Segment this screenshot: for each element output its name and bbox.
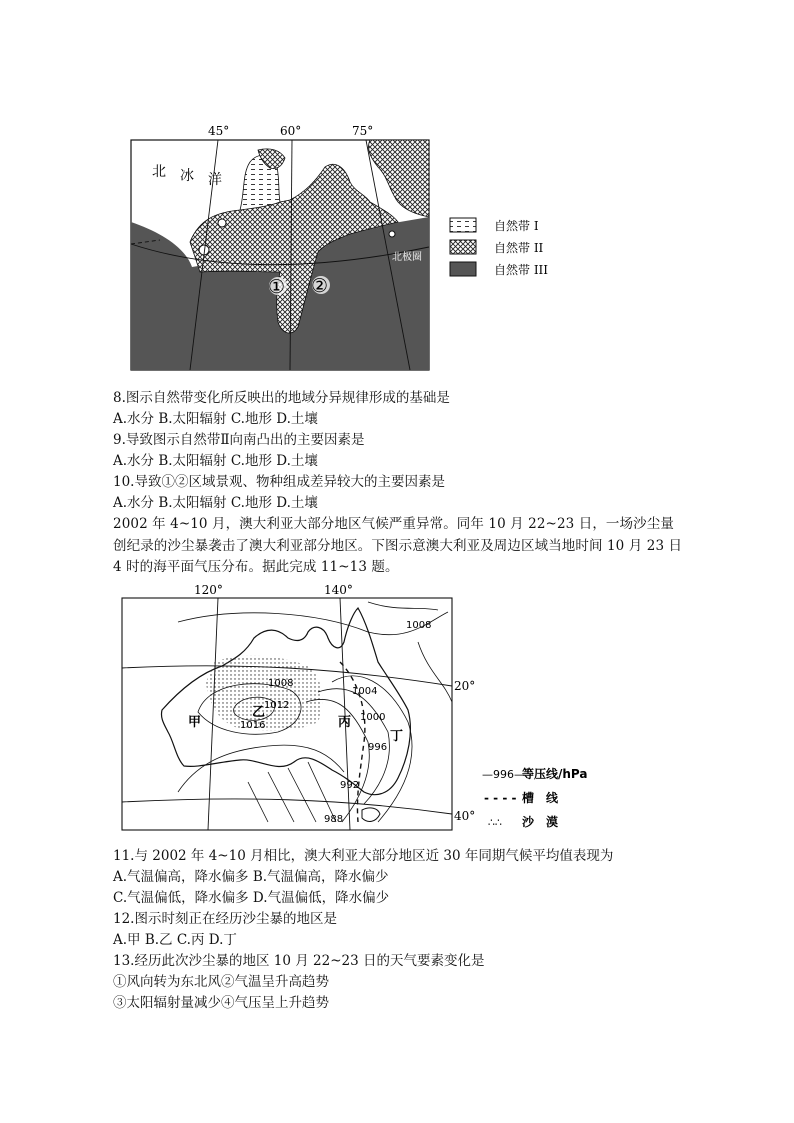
question-10-stem: 10.导致①②区域景观、物种组成差异较大的主要因素是 (113, 474, 445, 490)
region-label-2: ② (311, 275, 329, 297)
legend-zone-1: 自然带 I (494, 219, 539, 233)
question-9-options: A.水分 B.太阳辐射 C.地形 D.土壤 (113, 453, 318, 469)
isobar-1008-ne: 1008 (406, 620, 432, 631)
isobar-1016: 1016 (240, 720, 266, 731)
isobar-1000: 1000 (360, 712, 386, 723)
legend-zone-2: 自然带 II (494, 241, 544, 255)
australia-pressure-map (118, 582, 598, 832)
place-bing: 丙 (338, 715, 352, 730)
isobar-1008-c: 1008 (268, 678, 294, 689)
ocean-label-2: 冰 (180, 168, 194, 184)
question-8-options: A.水分 B.太阳辐射 C.地形 D.土壤 (113, 411, 318, 427)
isobar-992: 992 (340, 780, 360, 791)
passage-text: 2002 年 4~10 月，澳大利亚大部分地区气候严重异常。同年 10 月 22~23 日，一场沙尘量创纪录的沙尘暴袭击了澳大利亚部分地区。下图示意澳大利亚及周边区域当地时间 10 月 23 日 4 时的海平面气压分布。据此完成 11~13 题。 (113, 516, 683, 575)
question-10-options: A.水分 B.太阳辐射 C.地形 D.土壤 (113, 495, 318, 511)
question-8-stem: 8.图示自然带变化所反映出的地域分异规律形成的基础是 (113, 390, 450, 406)
question-12-stem: 12.图示时刻正在经历沙尘暴的地区是 (113, 911, 337, 927)
arctic-circle-label: 北极圈 (392, 252, 422, 263)
question-11-stem: 11.与 2002 年 4~10 月相比，澳大利亚大部分地区近 30 年同期气候平均值表现为 (113, 848, 614, 864)
lat-label-40: 40° (454, 809, 476, 823)
question-13-stem: 13.经历此次沙尘暴的地区 10 月 22~23 日的天气要素变化是 (113, 953, 485, 969)
place-ding: 丁 (390, 729, 404, 744)
isobar-988: 988 (324, 814, 344, 825)
legend-isobar-label: 等压线/hPa (522, 767, 588, 781)
ocean-label-1: 北 (152, 164, 166, 180)
lon-label-60: 60° (280, 124, 302, 138)
isobar-1012: 1012 (264, 700, 290, 711)
lon-label-140: 140° (324, 583, 353, 597)
legend-isobar-sample: —996— (482, 768, 525, 781)
question-11-options-ab: A.气温偏高，降水偏多 B.气温偏高，降水偏少 (113, 869, 389, 885)
legend-trough-sample: - - - - (484, 791, 517, 805)
isobar-996: 996 (368, 742, 388, 753)
legend-zone-3: 自然带 III (494, 263, 549, 277)
question-11-options-cd: C.气温偏低，降水偏多 D.气温偏低，降水偏少 (113, 890, 390, 906)
lat-label-20: 20° (454, 679, 476, 693)
ocean-label-3: 洋 (208, 172, 222, 188)
place-jia: 甲 (188, 715, 202, 730)
region-label-1: ① (268, 276, 286, 298)
lon-label-75: 75° (352, 124, 374, 138)
natural-zones-legend (448, 214, 568, 284)
legend-trough-label: 槽 线 (522, 791, 559, 805)
lon-label-45: 45° (208, 124, 230, 138)
question-13-items-12: ①风向转为东北风②气温呈升高趋势 (113, 974, 329, 990)
place-yi: 乙 (252, 705, 266, 720)
legend-desert-label: 沙 漠 (522, 815, 559, 829)
lon-label-120: 120° (194, 583, 223, 597)
natural-zones-map (130, 122, 430, 372)
isobar-1004: 1004 (352, 686, 378, 697)
question-12-options: A.甲 B.乙 C.丙 D.丁 (113, 932, 237, 948)
legend-desert-sample: ∴∴ (488, 816, 502, 829)
question-13-items-34: ③太阳辐射量减少④气压呈上升趋势 (113, 995, 329, 1011)
question-9-stem: 9.导致图示自然带Ⅱ向南凸出的主要因素是 (113, 432, 365, 448)
